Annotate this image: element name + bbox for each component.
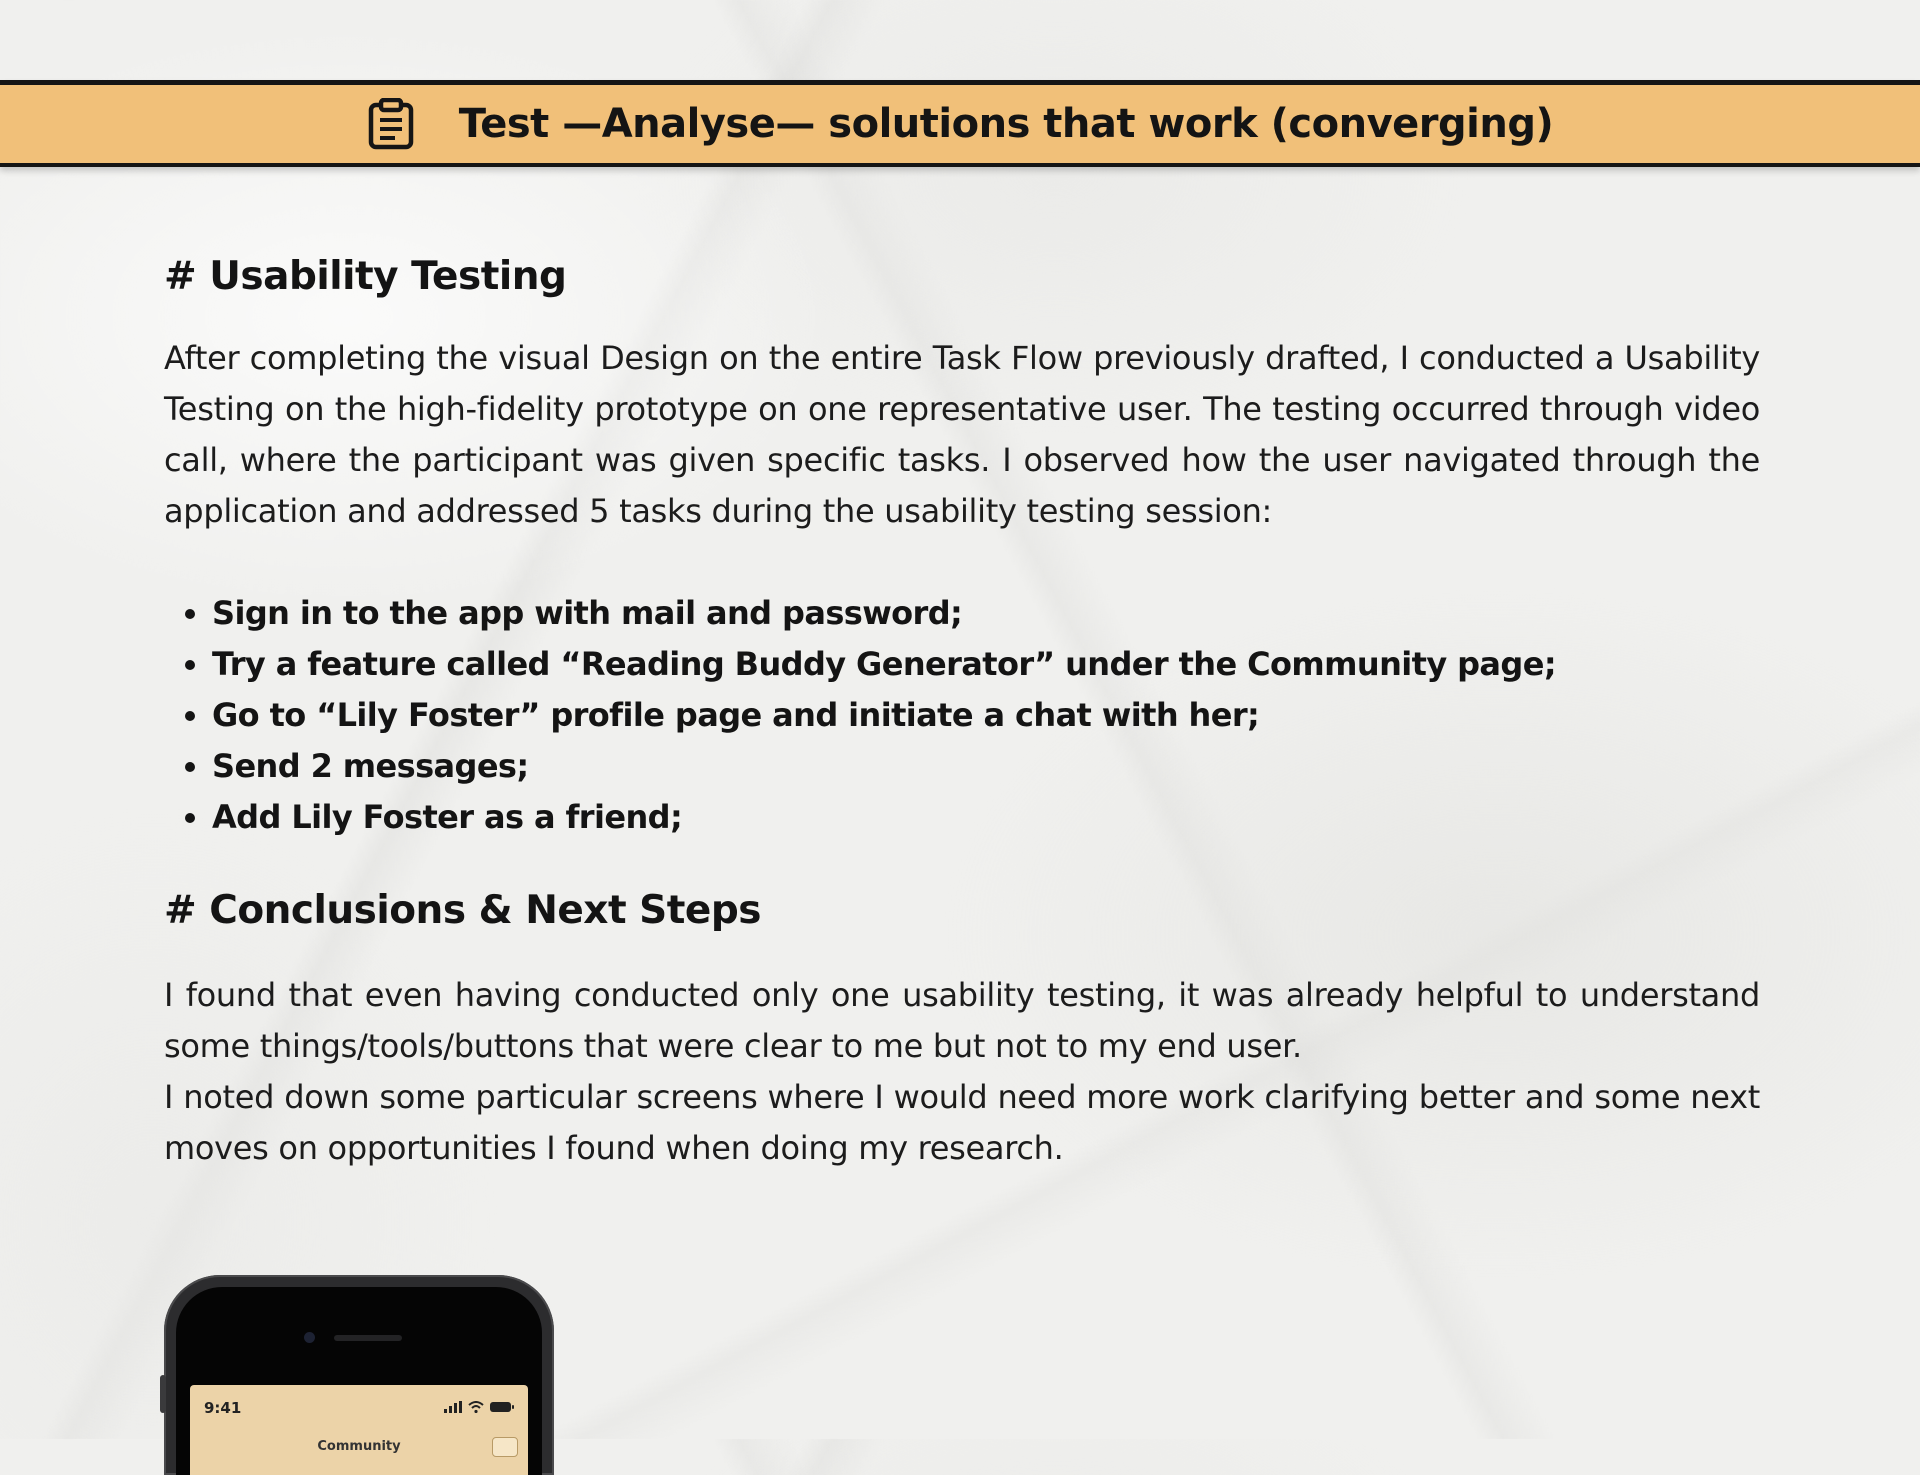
battery-icon <box>490 1401 514 1413</box>
camera-icon <box>304 1332 315 1343</box>
usability-testing-paragraph: After completing the visual Design on the entire Task Flow previously drafted, I conducted a Usability Testing on the high-fidelity prototype on one representative user. The testing occurred through video call, where the participant was given specific tasks. I observed how the user navigated through the application and addressed 5 tasks during the usability testing session: <box>164 339 1760 530</box>
phone-mockup <box>164 1275 554 1475</box>
speaker-grille <box>334 1335 402 1341</box>
document-content <box>164 245 1760 1174</box>
wifi-icon <box>468 1401 484 1413</box>
usability-testing-heading: # Usability Testing <box>164 254 567 299</box>
section-banner <box>0 80 1920 167</box>
task-item: • Add Lily Foster as a friend; <box>212 792 1760 843</box>
banner-title: Test —Analyse— solutions that work (converging) <box>458 101 1554 147</box>
phone-screen <box>190 1385 528 1475</box>
conclusions-paragraph-1: I found that even having conducted only one usability testing, it was already helpful to understand some things/tools/buttons that were clear to me but not to my end user. <box>164 976 1760 1065</box>
clipboard-icon <box>367 98 415 150</box>
signal-icon <box>444 1401 462 1413</box>
task-list <box>164 588 1760 843</box>
phone-bezel <box>176 1287 542 1475</box>
task-item: • Sign in to the app with mail and password; <box>212 588 1760 639</box>
phone-side-button <box>160 1375 166 1413</box>
screen-action-button[interactable] <box>492 1437 518 1457</box>
conclusions-heading: # Conclusions & Next Steps <box>164 888 761 933</box>
status-icons <box>444 1401 514 1413</box>
status-time: 9:41 <box>204 1399 242 1417</box>
conclusions-paragraph-2: I noted down some particular screens where I would need more work clarifying better and some next moves on opportunities I found when doing my research. <box>164 1078 1760 1167</box>
task-item: • Send 2 messages; <box>212 741 1760 792</box>
task-item: • Try a feature called “Reading Buddy Generator” under the Community page; <box>212 639 1760 690</box>
screen-title: Community <box>317 1439 401 1454</box>
task-item: • Go to “Lily Foster” profile page and initiate a chat with her; <box>212 690 1760 741</box>
